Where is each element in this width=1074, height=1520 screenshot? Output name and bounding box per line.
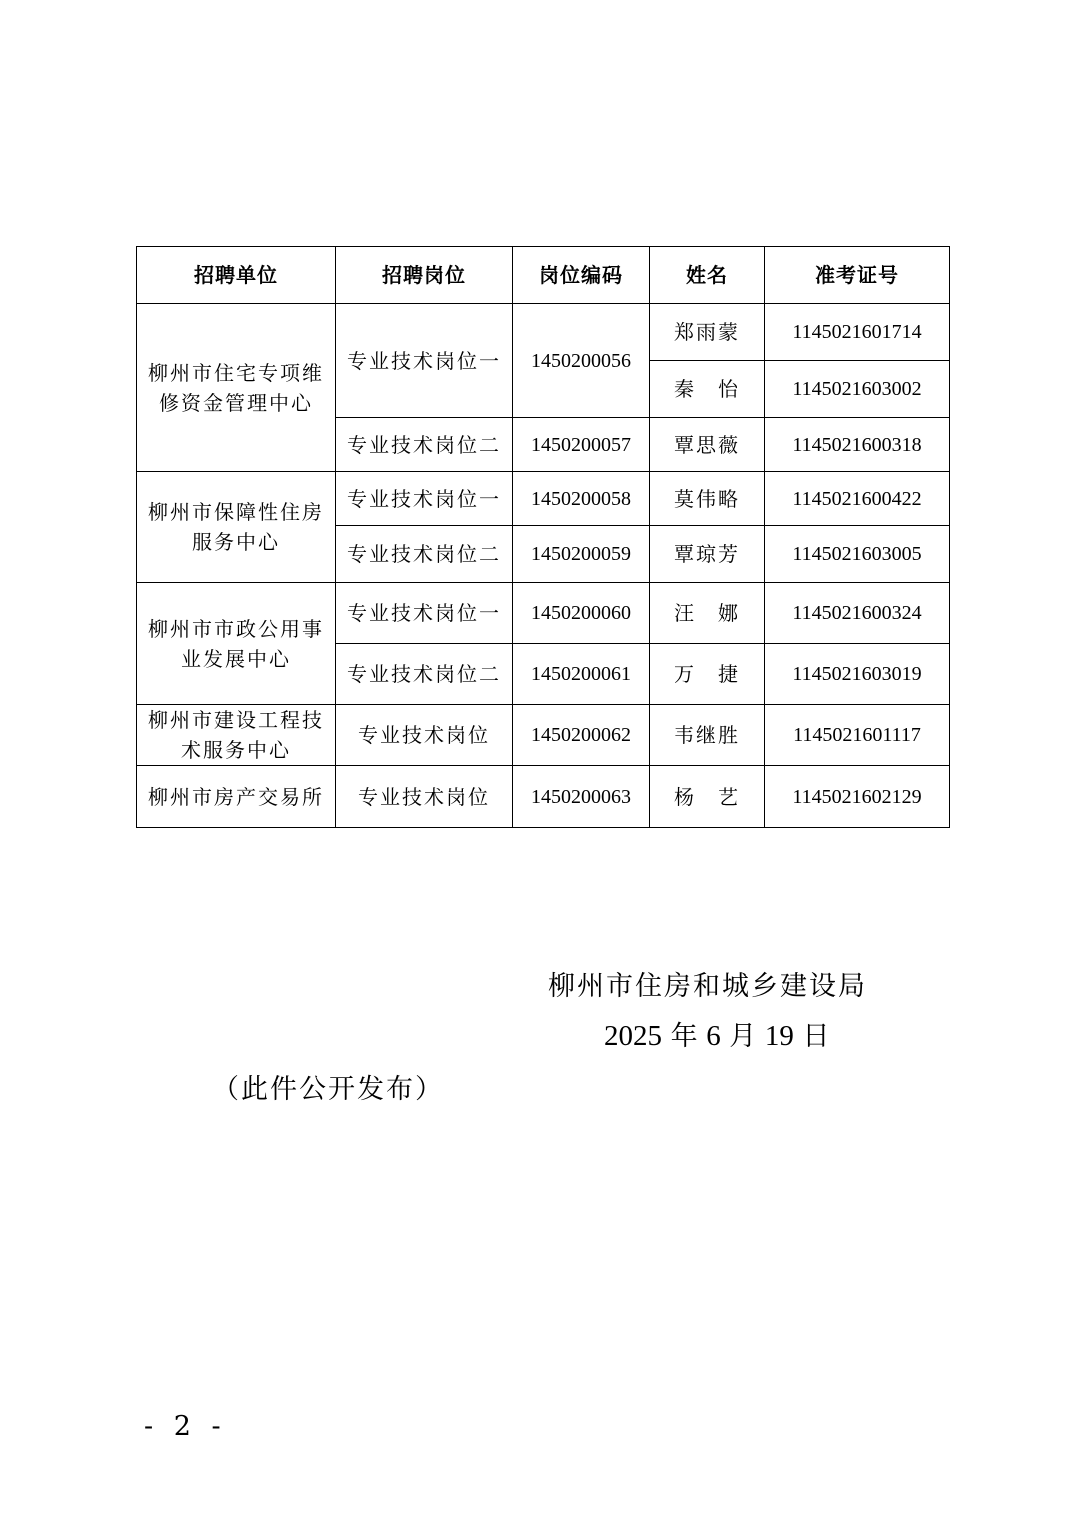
post-cell: 专业技术岗位一	[336, 583, 513, 644]
date-day-unit: 日	[802, 1021, 830, 1052]
code-cell: 1450200057	[513, 418, 650, 472]
unit-cell: 柳州市建设工程技术服务中心	[137, 705, 336, 766]
table-row	[137, 583, 950, 644]
table-row	[137, 766, 950, 828]
code-cell: 1450200058	[513, 472, 650, 526]
exam-no-cell: 1145021600318	[765, 418, 950, 472]
unit-cell: 柳州市房产交易所	[137, 766, 336, 828]
date-year-unit: 年	[670, 1021, 698, 1052]
name-cell: 万 捷	[650, 644, 765, 705]
post-cell: 专业技术岗位二	[336, 526, 513, 583]
name-cell: 莫伟略	[650, 472, 765, 526]
table-header	[137, 247, 950, 304]
code-cell: 1450200063	[513, 766, 650, 828]
date-month: 6	[706, 1020, 721, 1052]
table-row	[137, 705, 950, 766]
header-code: 岗位编码	[513, 247, 650, 304]
name-cell: 覃思薇	[650, 418, 765, 472]
post-cell: 专业技术岗位	[336, 766, 513, 828]
public-release-notice: （此件公开发布）	[212, 1074, 444, 1105]
exam-no-cell: 1145021602129	[765, 766, 950, 828]
table-row	[137, 304, 950, 361]
post-cell: 专业技术岗位	[336, 705, 513, 766]
code-cell: 1450200060	[513, 583, 650, 644]
exam-no-cell: 1145021601117	[765, 705, 950, 766]
unit-cell: 柳州市市政公用事业发展中心	[137, 583, 336, 705]
table-body	[137, 304, 950, 828]
post-cell: 专业技术岗位二	[336, 644, 513, 705]
issue-date	[604, 1014, 829, 1053]
page-number: - 2 -	[144, 1411, 227, 1442]
date-month-unit: 月	[729, 1021, 757, 1052]
exam-no-cell: 1145021600422	[765, 472, 950, 526]
table-row	[137, 472, 950, 526]
exam-no-cell: 1145021603019	[765, 644, 950, 705]
name-cell: 郑雨蒙	[650, 304, 765, 361]
code-cell: 1450200062	[513, 705, 650, 766]
header-exam-no: 准考证号	[765, 247, 950, 304]
exam-no-cell: 1145021601714	[765, 304, 950, 361]
name-cell: 汪 娜	[650, 583, 765, 644]
date-year: 2025	[604, 1020, 662, 1052]
post-cell: 专业技术岗位一	[336, 472, 513, 526]
recruitment-table	[136, 246, 950, 828]
header-name: 姓名	[650, 247, 765, 304]
unit-cell: 柳州市保障性住房服务中心	[137, 472, 336, 583]
name-cell: 覃琼芳	[650, 526, 765, 583]
exam-no-cell: 1145021600324	[765, 583, 950, 644]
code-cell: 1450200059	[513, 526, 650, 583]
date-day: 19	[764, 1020, 794, 1052]
exam-no-cell: 1145021603005	[765, 526, 950, 583]
code-cell: 1450200056	[513, 304, 650, 418]
name-cell: 杨 艺	[650, 766, 765, 828]
issuing-organization: 柳州市住房和城乡建设局	[548, 971, 867, 1002]
name-cell: 秦 怡	[650, 361, 765, 418]
post-cell: 专业技术岗位二	[336, 418, 513, 472]
exam-no-cell: 1145021603002	[765, 361, 950, 418]
header-post: 招聘岗位	[336, 247, 513, 304]
header-row	[137, 247, 950, 304]
post-cell: 专业技术岗位一	[336, 304, 513, 418]
name-cell: 韦继胜	[650, 705, 765, 766]
code-cell: 1450200061	[513, 644, 650, 705]
header-unit: 招聘单位	[137, 247, 336, 304]
unit-cell: 柳州市住宅专项维修资金管理中心	[137, 304, 336, 472]
